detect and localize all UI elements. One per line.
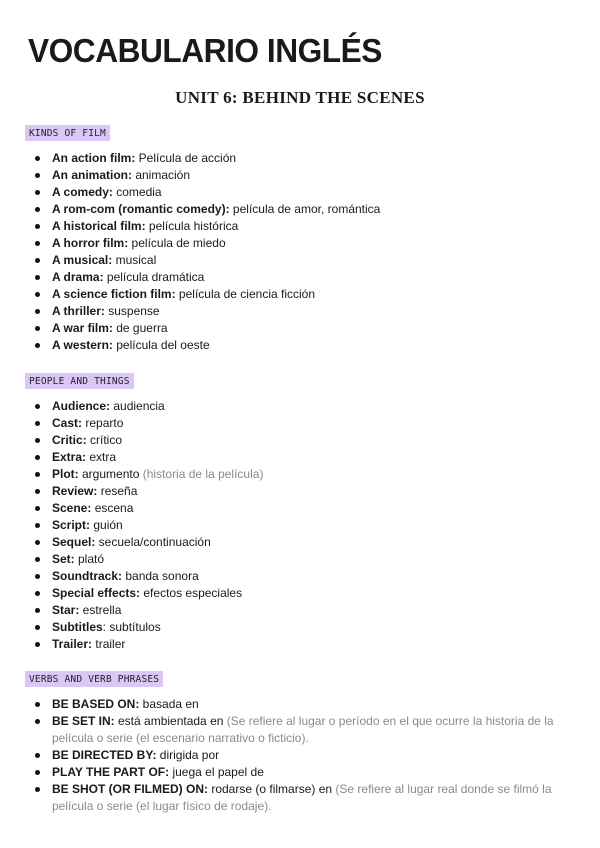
vocab-meaning: película de amor, romántica	[229, 202, 381, 216]
vocab-term: BE SET IN:	[52, 714, 115, 728]
vocab-term: Soundtrack:	[52, 569, 123, 583]
vocab-item	[25, 235, 574, 252]
vocab-term: Critic:	[52, 433, 87, 447]
vocab-item	[25, 534, 574, 551]
vocab-term: A war film:	[52, 321, 113, 335]
vocab-term: BE DIRECTED BY:	[52, 748, 157, 762]
vocab-meaning: juega el papel de	[169, 765, 264, 779]
unit-subtitle: UNIT 6: BEHIND THE SCENES	[175, 88, 425, 107]
vocab-item	[25, 602, 574, 619]
vocab-meaning: musical	[112, 253, 157, 267]
section-heading: PEOPLE AND THINGS	[25, 373, 134, 389]
vocab-meaning: escena	[91, 501, 134, 515]
vocab-term: Set:	[52, 552, 75, 566]
vocab-term: A musical:	[52, 253, 113, 267]
vocab-term: An action film:	[52, 151, 136, 165]
vocab-meaning: película de miedo	[128, 236, 226, 250]
vocab-meaning: reparto	[82, 416, 124, 430]
vocab-term: Subtitles	[52, 620, 103, 634]
vocab-item	[25, 286, 574, 303]
vocab-item	[25, 432, 574, 449]
vocab-meaning: estrella	[79, 603, 122, 617]
vocab-meaning: película histórica	[145, 219, 239, 233]
vocab-item	[25, 184, 574, 201]
vocab-item	[25, 483, 574, 500]
vocab-meaning: Película de acción	[135, 151, 237, 165]
vocab-meaning: de guerra	[112, 321, 168, 335]
vocab-item	[25, 167, 574, 184]
vocab-term: Extra:	[52, 450, 87, 464]
vocab-meaning: crítico	[86, 433, 123, 447]
vocab-meaning: banda sonora	[122, 569, 199, 583]
vocab-meaning: secuela/continuación	[95, 535, 211, 549]
vocab-term: A thriller:	[52, 304, 105, 318]
vocab-item	[25, 568, 574, 585]
vocab-meaning: extra	[86, 450, 117, 464]
vocab-item	[25, 303, 574, 320]
vocab-item	[25, 415, 574, 432]
vocab-meaning: trailer	[92, 637, 126, 651]
vocab-term: A historical film:	[52, 219, 146, 233]
vocab-list	[25, 150, 574, 354]
vocab-term: A horror film:	[52, 236, 129, 250]
vocab-item	[25, 201, 574, 218]
vocab-meaning: suspense	[104, 304, 160, 318]
vocab-term: Plot:	[52, 467, 79, 481]
vocab-term: Script:	[52, 518, 91, 532]
vocab-meaning: película dramática	[103, 270, 205, 284]
vocab-term: Audience:	[52, 399, 111, 413]
vocab-term: A drama:	[52, 270, 104, 284]
vocab-item	[25, 585, 574, 602]
page-title: VOCABULARIO INGLÉS	[28, 32, 382, 69]
vocab-meaning: audiencia	[110, 399, 165, 413]
vocab-meaning: argumento	[78, 467, 143, 481]
vocab-note: (historia de la película)	[142, 467, 264, 481]
vocab-item	[25, 218, 574, 235]
vocab-item	[25, 398, 574, 415]
vocab-meaning: : subtítulos	[102, 620, 161, 634]
vocab-meaning: animación	[132, 168, 191, 182]
vocab-list	[25, 696, 574, 815]
vocab-item	[25, 320, 574, 337]
vocab-term: Special effects:	[52, 586, 141, 600]
vocab-item	[25, 781, 574, 815]
vocab-meaning: película del oeste	[112, 338, 210, 352]
section-verbs-and-verb-phrases	[25, 669, 574, 815]
vocab-meaning: comedia	[112, 185, 162, 199]
vocab-term: A western:	[52, 338, 113, 352]
vocab-meaning: dirigida por	[156, 748, 220, 762]
vocab-item	[25, 269, 574, 286]
vocab-term: Review:	[52, 484, 98, 498]
vocab-meaning: plató	[74, 552, 105, 566]
vocab-item	[25, 466, 574, 483]
vocab-item	[25, 337, 574, 354]
vocab-term: Star:	[52, 603, 80, 617]
section-heading: KINDS OF FILM	[25, 125, 110, 141]
vocab-meaning: rodarse (o filmarse) en	[208, 782, 336, 796]
vocab-term: BE BASED ON:	[52, 697, 140, 711]
vocab-term: BE SHOT (OR FILMED) ON:	[52, 782, 208, 796]
vocab-term: A rom-com (romantic comedy):	[52, 202, 230, 216]
vocab-term: A science fiction film:	[52, 287, 176, 301]
vocab-item	[25, 619, 574, 636]
vocab-term: An animation:	[52, 168, 132, 182]
vocab-term: A comedy:	[52, 185, 113, 199]
vocab-note: (Se refiere al lugar real donde se filmó la película o serie (el lugar físico de rodaje).	[52, 782, 552, 813]
vocab-item	[25, 696, 574, 713]
vocab-item	[25, 500, 574, 517]
section-people-and-things	[25, 371, 574, 653]
vocab-term: Trailer:	[52, 637, 93, 651]
vocab-meaning: película de ciencia ficción	[175, 287, 316, 301]
vocab-term: PLAY THE PART OF:	[52, 765, 170, 779]
vocab-item	[25, 449, 574, 466]
vocab-item	[25, 252, 574, 269]
vocab-item	[25, 764, 574, 781]
section-kinds-of-film	[25, 123, 574, 354]
vocab-item	[25, 517, 574, 534]
vocab-meaning: guión	[90, 518, 123, 532]
vocab-term: Scene:	[52, 501, 92, 515]
vocab-item	[25, 150, 574, 167]
vocab-term: Cast:	[52, 416, 83, 430]
vocab-term: Sequel:	[52, 535, 96, 549]
vocab-list	[25, 398, 574, 653]
vocab-item	[25, 551, 574, 568]
vocab-item	[25, 747, 574, 764]
vocab-meaning: basada en	[139, 697, 199, 711]
vocab-note: (Se refiere al lugar o período en el que ocurre la historia de la película o serie (el escenario narrativo o ficticio).	[52, 714, 554, 745]
vocab-meaning: efectos especiales	[140, 586, 243, 600]
vocab-meaning: reseña	[97, 484, 138, 498]
vocab-item	[25, 636, 574, 653]
vocab-item	[25, 713, 574, 747]
section-heading: VERBS AND VERB PHRASES	[25, 671, 163, 687]
vocab-meaning: está ambientada en	[114, 714, 227, 728]
